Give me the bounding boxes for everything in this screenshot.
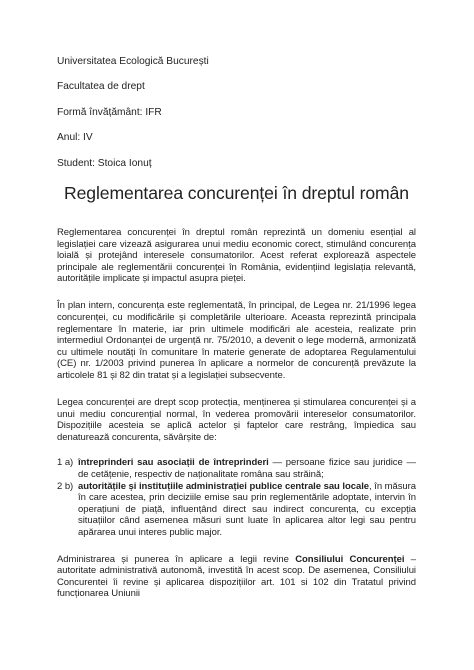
list-item-text: — persoane fizice sau juridice — de cetățenie, respectiv de naționalitate româna sau străină; bbox=[78, 457, 416, 481]
study-year: Anul: IV bbox=[57, 132, 93, 144]
list-item-bold: autoritățile și instituțiile administrației publice centrale sau locale bbox=[78, 480, 370, 492]
list-item-marker: 2 b) bbox=[57, 480, 74, 492]
list-item bbox=[57, 457, 416, 480]
university-name: Universitatea Ecologică București bbox=[57, 56, 209, 67]
study-form: Formă învățământ: IFR bbox=[57, 106, 162, 118]
faculty-name: Facultatea de drept bbox=[57, 81, 145, 93]
list-item-marker: 1 a) bbox=[57, 457, 74, 469]
list-item bbox=[57, 481, 416, 539]
paragraph-authority bbox=[57, 554, 416, 600]
competition-council-name: Consiliului Concurenței bbox=[295, 553, 405, 565]
paragraph-authority-start: Administrarea și punerea în aplicare a legii revine bbox=[57, 553, 296, 565]
student-name: Student: Stoica Ionuț bbox=[57, 157, 152, 169]
paragraph-authority-end: – autoritate administrativă autonomă, investită în acest scop. De asemenea, Consiliului Concurentei îi revine și aplicarea dispozițiilor art. 101 si 102 din Tratatul privind funcționarea Uniunii bbox=[57, 553, 417, 600]
list-item-bold: întreprinderi sau asociații de întreprinderi bbox=[78, 457, 269, 469]
paragraph-legislation: În plan intern, concurența este reglementată, în principal, de Legea nr. 21/1996 legea concurenței, cu modificările și completările ulterioare. Aceasta reprezintă principala reglementare în materie, iar prin ultimele modificări ale acesteia, realizate prin intermediul Ordonanței de urgență nr. 75/2010, a devenit o lege modernă, armonizată cu ultimele noutăți în comunitare în materie generate de adoptarea Regulamentului (CE) nr. 1/2003 privind punerea în aplicare a normelor de concurență prevăzute la articolele 81 și 82 din tratat și a legislației subsecvente. bbox=[57, 300, 416, 381]
paragraph-intro: Reglementarea concurenței în dreptul român reprezintă un domeniu esențial al legislației care vizează asigurarea unui mediu economic corect, stimulând concurența loială și protejând interesele consumatorilor. Acest referat explorează aspectele principale ale reglementării concurenței în România, evidențiind legislația relevantă, autoritățile implicate și impactul asupra pieței. bbox=[57, 226, 416, 285]
document-header bbox=[57, 0, 416, 170]
entities-list bbox=[57, 457, 416, 538]
document-title: Reglementarea concurenței în dreptul român bbox=[64, 182, 409, 203]
list-item-text: , în măsura în care acestea, prin deciziile emise sau prin reglementările adoptate, intervin în operațiuni de piață, influențând direct sau indirect concurența, cu excepția situațiilor când asemenea măsuri sunt luate în aplicarea altor legi sau pentru apărarea unui interes public major. bbox=[78, 480, 417, 539]
paragraph-scope: Legea concurenței are drept scop protecția, menținerea și stimularea concurenței și a unui mediu concurențial normal, în vederea promovării intereselor consumatorilor. Dispozițiile acesteia se aplică actelor și faptelor care restrâng, împiedica sau denaturează concurenta, săvârșite de: bbox=[57, 397, 416, 443]
